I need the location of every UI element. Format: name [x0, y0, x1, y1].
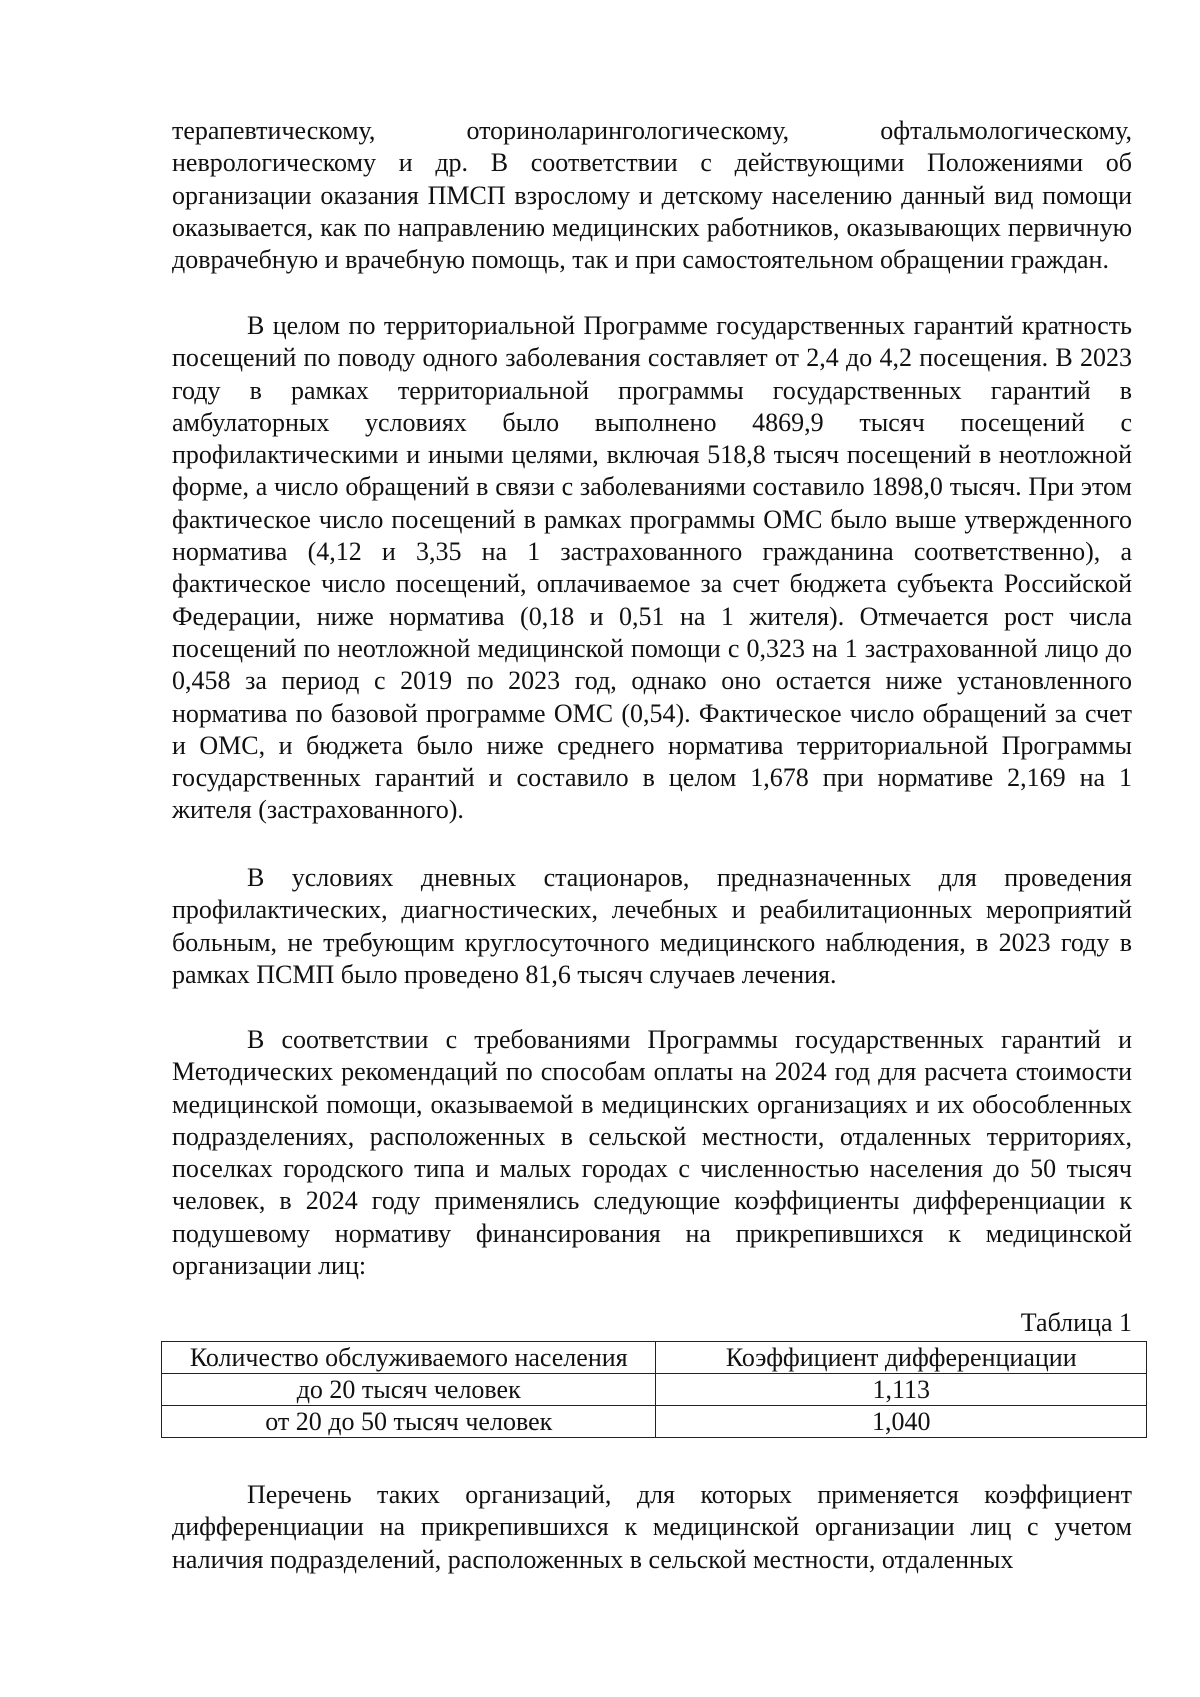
- paragraph: В целом по территориальной Программе государственных гарантий кратность посещений по поводу одного заболевания составляет от 2,4 до 4,2 посещения. В 2023 году в рамках территориальной программы государственных гарантий в амбулаторных условиях было выполнено 4869,9 тысяч посещений с профилактическими и иными целями, включая 518,8 тысяч посещений в неотложной форме, а число обращений в связи с заболеваниями составило 1898,0 тысяч. При этом фактическое число посещений в рамках программы ОМС было выше утвержденного норматива (4,12 и 3,35 на 1 застрахованного гражданина соответственно), а фактическое число посещений, оплачиваемое за счет бюджета субъекта Российской Федерации, ниже норматива (0,18 и 0,51 на 1 жителя). Отмечается рост числа посещений по неотложной медицинской помощи с 0,323 на 1 застрахованной лицо до 0,458 за период с 2019 по 2023 год, однако оно остается ниже установленного норматива по базовой программе ОМС (0,54). Фактическое число обращений за счет и ОМС, и бюджета было ниже среднего норматива территориальной Программы государственных гарантий и составило в целом 1,678 при нормативе 2,169 на 1 жителя (застрахованного).: [172, 311, 1132, 825]
- table-header-cell: Коэффициент дифференциации: [656, 1342, 1147, 1374]
- paragraph: терапевтическому, оториноларингологическому, офтальмологическому, неврологическому и др. В соответствии с действующими Положениями об организации оказания ПМСП взрослому и детскому населению данный вид помощи оказывается, как по направлению медицинских работников, оказывающих первичную доврачебную и врачебную помощь, так и при самостоятельном обращении граждан.: [172, 116, 1132, 275]
- paragraph: В условиях дневных стационаров, предназначенных для проведения профилактических, диагностических, лечебных и реабилитационных мероприятий больным, не требующим круглосуточного медицинского наблюдения, в 2023 году в рамках ПСМП было проведено 81,6 тысяч случаев лечения.: [172, 863, 1132, 989]
- paragraph: Перечень таких организаций, для которых применяется коэффициент дифференциации на прикрепившихся к медицинской организации лиц с учетом наличия подразделений, расположенных в сельской местности, отдаленных: [172, 1480, 1132, 1574]
- table-cell: до 20 тысяч человек: [162, 1374, 656, 1406]
- table-header-row: [162, 1342, 1147, 1374]
- coefficient-table: [161, 1341, 1147, 1438]
- table-row: [162, 1374, 1147, 1406]
- table-caption: Таблица 1: [1020, 1308, 1132, 1337]
- table-cell: 1,040: [656, 1406, 1147, 1438]
- paragraph: В соответствии с требованиями Программы государственных гарантий и Методических рекомендаций по способам оплаты на 2024 год для расчета стоимости медицинской помощи, оказываемой в медицинских организациях и их обособленных подразделениях, расположенных в сельской местности, отдаленных территориях, поселках городского типа и малых городах с численностью населения до 50 тысяч человек, в 2024 году применялись следующие коэффициенты дифференциации к подушевому нормативу финансирования на прикрепившихся к медицинской организации лиц:: [172, 1025, 1132, 1281]
- table-header-cell: Количество обслуживаемого населения: [162, 1342, 656, 1374]
- table-row: [162, 1406, 1147, 1438]
- table-cell: 1,113: [656, 1374, 1147, 1406]
- table-cell: от 20 до 50 тысяч человек: [162, 1406, 656, 1438]
